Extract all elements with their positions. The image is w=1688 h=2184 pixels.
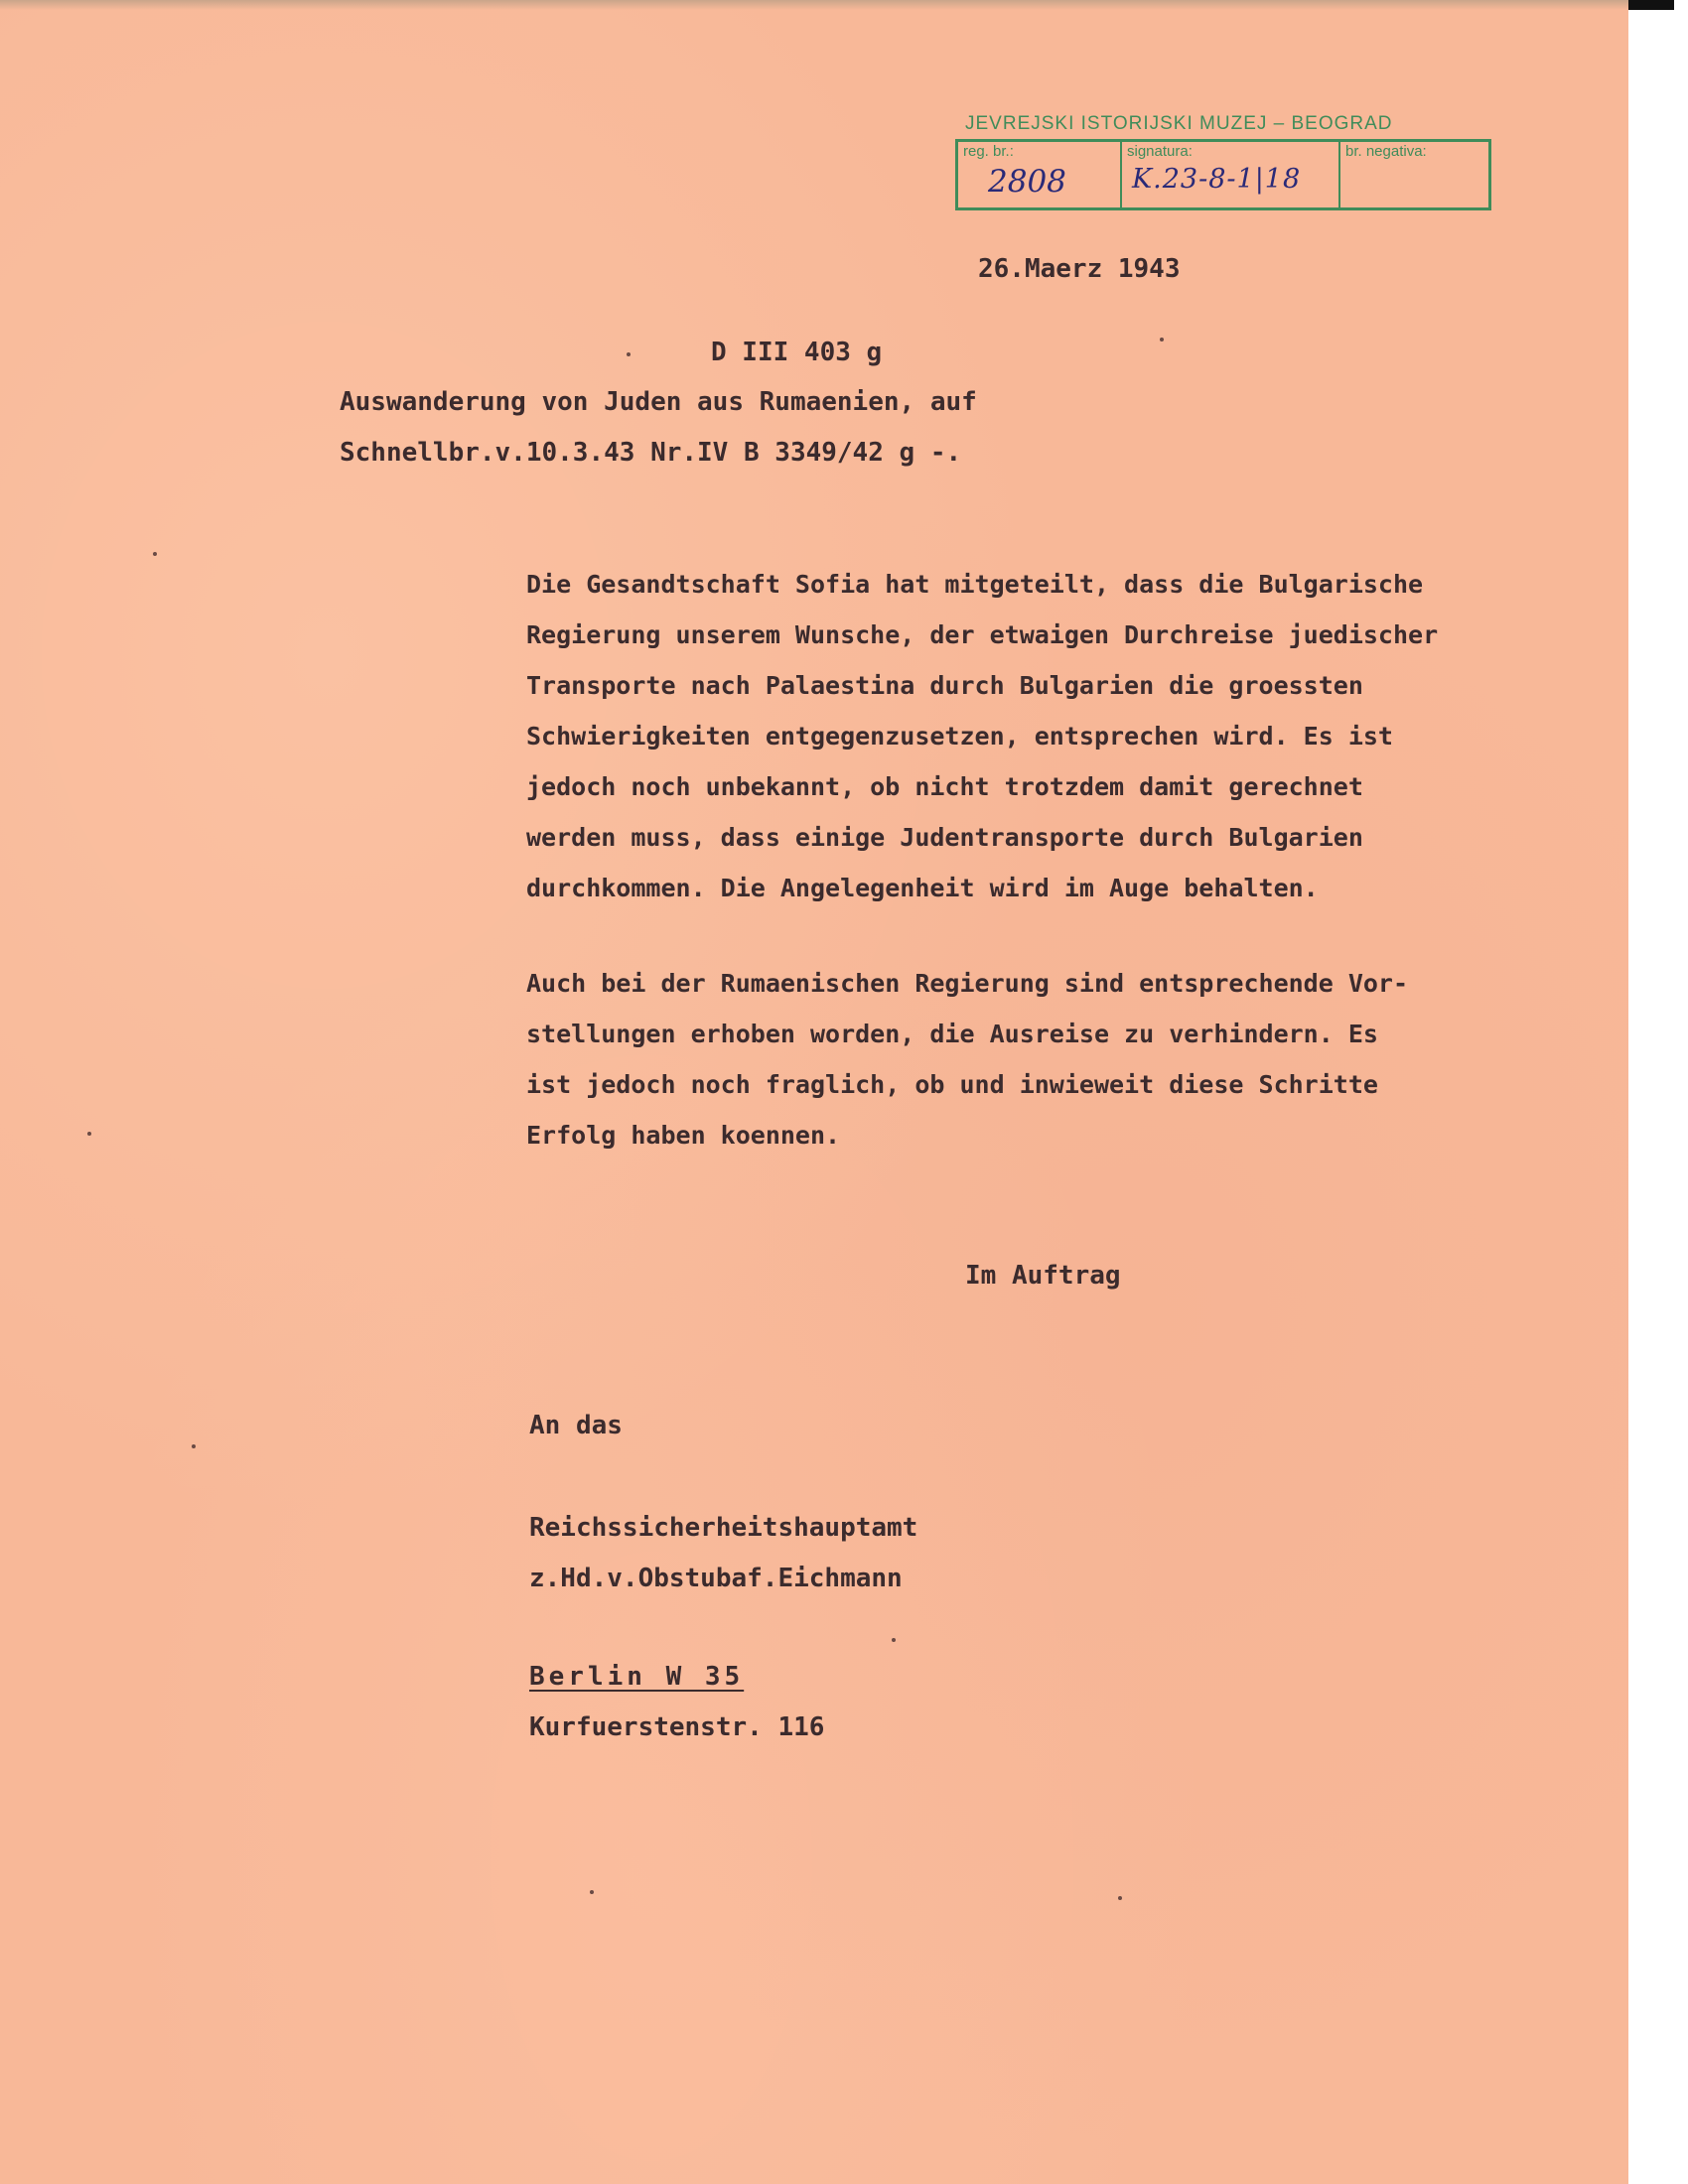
stamp-cell-signature — [1122, 142, 1340, 207]
stamp-neg-label: br. negativa: — [1345, 143, 1427, 160]
recipient-intro: An das — [529, 1411, 623, 1440]
stamp-reg-value: 2808 — [988, 164, 1066, 200]
stamp-cell-negative — [1340, 142, 1488, 207]
recipient-office: Reichssicherheitshauptamt — [529, 1513, 918, 1543]
stamp-reg-label: reg. br.: — [963, 143, 1014, 160]
scan-corner-mark — [1628, 0, 1674, 10]
museum-stamp — [955, 113, 1491, 210]
stamp-sig-label: signatura: — [1127, 143, 1193, 160]
paragraph-1-line: Die Gesandtschaft Sofia hat mitgeteilt, dass die Bulgarische — [526, 570, 1424, 599]
recipient-street: Kurfuerstenstr. 116 — [529, 1712, 825, 1742]
paper-speck — [87, 1132, 91, 1136]
paper-speck — [192, 1444, 196, 1448]
subject-line-2: Schnellbr.v.10.3.43 Nr.IV B 3349/42 g -. — [340, 438, 962, 468]
scan-margin — [1628, 0, 1688, 2184]
stamp-box — [955, 139, 1491, 210]
recipient-attention: z.Hd.v.Obstubaf.Eichmann — [529, 1564, 903, 1593]
paragraph-2-line: Erfolg haben koennen. — [526, 1121, 841, 1150]
paragraph-1-line: Regierung unserem Wunsche, der etwaigen Durchreise juedischer — [526, 620, 1439, 649]
paragraph-1-line: Schwierigkeiten entgegenzusetzen, entsprechen wird. Es ist — [526, 722, 1393, 751]
closing-im-auftrag: Im Auftrag — [965, 1261, 1121, 1291]
page-top-edge — [0, 0, 1628, 10]
recipient-city: Berlin W 35 — [529, 1662, 745, 1692]
paragraph-2 — [526, 958, 1408, 1160]
paragraph-1-line: werden muss, dass einige Judentransporte durch Bulgarien — [526, 823, 1363, 852]
letter-date: 26.Maerz 1943 — [978, 254, 1181, 284]
subject-line-1: Auswanderung von Juden aus Rumaenien, auf — [340, 387, 977, 417]
paragraph-1-line: durchkommen. Die Angelegenheit wird im Auge behalten. — [526, 874, 1319, 902]
paper-speck — [1118, 1896, 1122, 1900]
paper-speck — [1160, 338, 1164, 341]
paragraph-2-line: ist jedoch noch fraglich, ob und inwieweit diese Schritte — [526, 1070, 1378, 1099]
stamp-sig-value: K.23-8-1|18 — [1132, 164, 1302, 195]
letter-reference: D III 403 g — [711, 338, 883, 367]
paragraph-2-line: stellungen erhoben worden, die Ausreise zu verhindern. Es — [526, 1020, 1378, 1048]
stamp-title: JEVREJSKI ISTORIJSKI MUZEJ – BEOGRAD — [965, 113, 1393, 134]
paper-speck — [627, 352, 631, 356]
stamp-cell-reg — [958, 142, 1122, 207]
paper-speck — [892, 1638, 896, 1642]
paragraph-2-line: Auch bei der Rumaenischen Regierung sind entsprechende Vor- — [526, 969, 1409, 998]
paper-speck — [590, 1890, 594, 1894]
paper-speck — [153, 552, 157, 556]
paragraph-1-line: Transporte nach Palaestina durch Bulgarien die groessten — [526, 671, 1363, 700]
paragraph-1 — [526, 559, 1438, 913]
paragraph-1-line: jedoch noch unbekannt, ob nicht trotzdem damit gerechnet — [526, 772, 1363, 801]
